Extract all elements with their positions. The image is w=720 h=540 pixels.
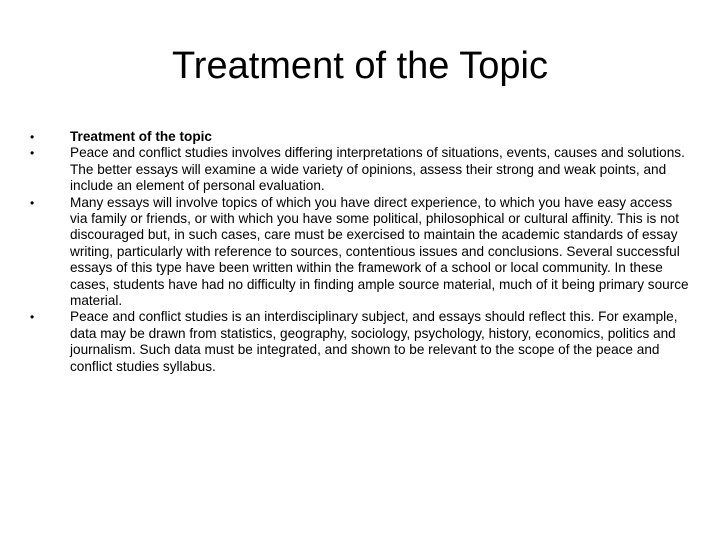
- bullet-item-interdisciplinary: [30, 309, 690, 375]
- bullet-text: Treatment of the topic: [70, 129, 212, 144]
- bullet-point-icon: •: [30, 195, 35, 210]
- slide-title: Treatment of the Topic: [172, 45, 548, 87]
- bullet-point-icon: •: [30, 310, 35, 325]
- bullet-point-icon: •: [30, 146, 35, 161]
- bullet-item-interpretations: [30, 145, 690, 194]
- bullet-item-heading: [30, 129, 690, 145]
- bullet-point-icon: •: [30, 130, 35, 144]
- bullet-text: Many essays will involve topics of which you have direct experience, to which you have easy access via family or friends, or with which you have some political, philosophical or cultural affinity. This is not discouraged but, in such cases, care must be exercised to maintain the academic standards of essay writing, particularly with reference to sources, contentious issues and conclusions. Several successful essays of this type have been written within the framework of a school or local community. In these cases, students have had no difficulty in finding ample source material, much of it being primary source material.: [70, 194, 689, 309]
- bullet-item-direct-experience: [30, 195, 690, 310]
- bullet-list: [30, 129, 690, 375]
- bullet-text: Peace and conflict studies involves differing interpretations of situations, events, causes and solutions. The better essays will examine a wide variety of opinions, assess their strong and weak points, and include an element of personal evaluation.: [70, 145, 685, 194]
- bullet-text: Peace and conflict studies is an interdisciplinary subject, and essays should reflect this. For example, data may be drawn from statistics, geography, sociology, psychology, history, economics, politics and journalism. Such data must be integrated, and shown to be relevant to the scope of the peace and conflict studies syllabus.: [70, 309, 678, 374]
